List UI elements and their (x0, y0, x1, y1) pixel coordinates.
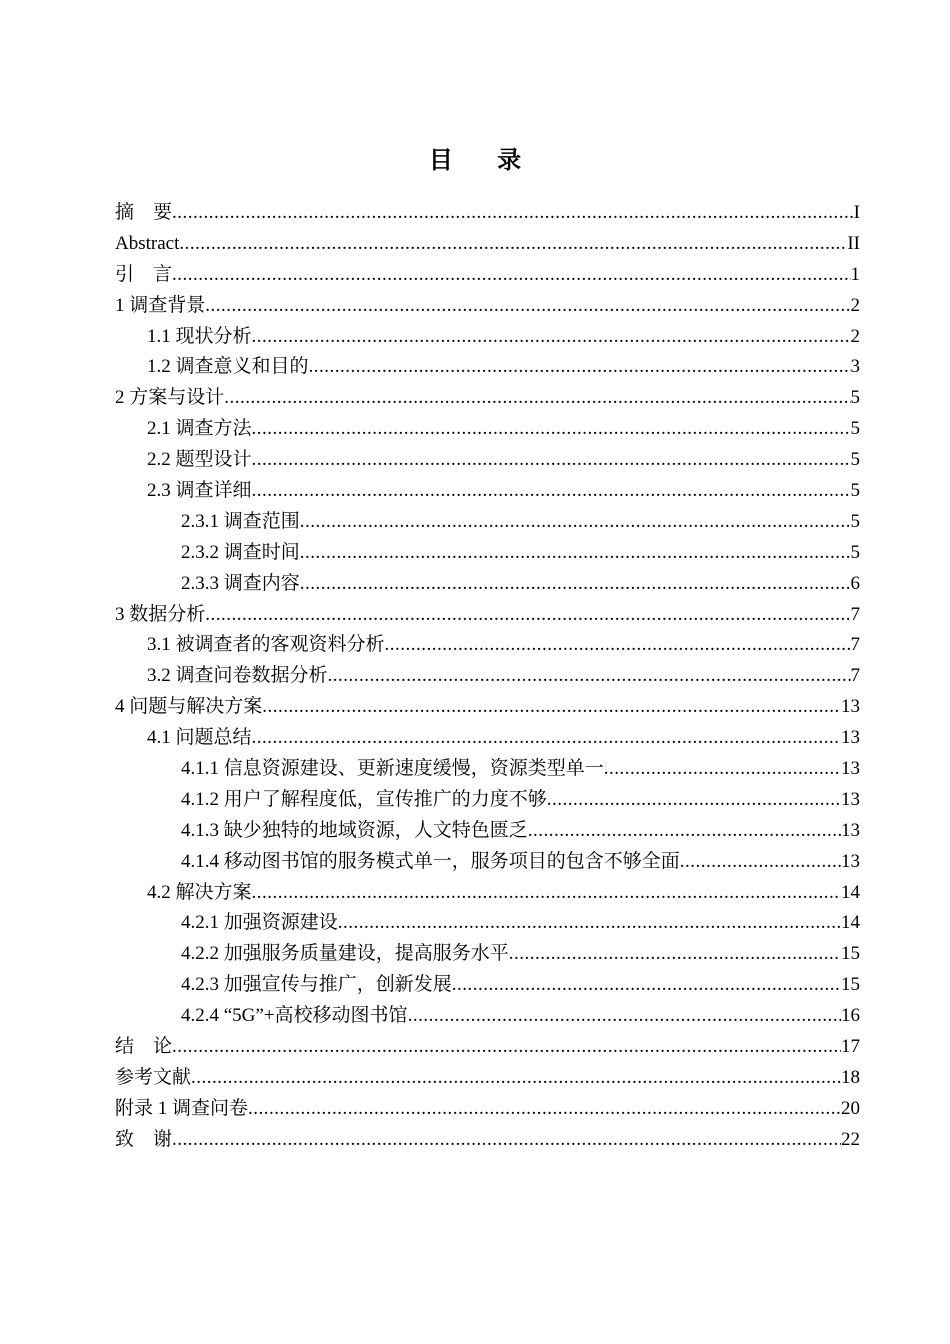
toc-entry[interactable] (115, 1001, 860, 1032)
toc-entry-page-number: 5 (850, 541, 860, 563)
dot-leader (172, 260, 850, 291)
toc-entry-page-number: 13 (841, 758, 860, 780)
toc-entry-label: 4.2 解决方案 (147, 881, 252, 903)
dot-leader (252, 878, 841, 909)
toc-entry[interactable] (115, 847, 860, 878)
dot-leader (252, 476, 851, 507)
toc-entry[interactable] (115, 291, 860, 322)
toc-entry-label: Abstract (115, 232, 180, 254)
dot-leader (179, 229, 847, 260)
toc-entry-label: 4.1.2 用户了解程度低，宣传推广的力度不够 (181, 788, 547, 810)
toc-entry-page-number: 2 (850, 325, 860, 347)
toc-entry-page-number: 20 (841, 1097, 860, 1119)
dot-leader (191, 1063, 841, 1094)
toc-entry-page-number: 16 (841, 1005, 860, 1027)
dot-leader (205, 291, 850, 322)
toc-list (115, 198, 860, 1156)
toc-entry[interactable] (115, 754, 860, 785)
toc-entry-label: 4.2.4 “5G”+高校移动图书馆 (181, 1005, 408, 1027)
toc-entry[interactable] (115, 661, 860, 692)
toc-entry-label: 4.2.2 加强服务质量建设，提高服务水平 (181, 943, 509, 965)
toc-entry[interactable] (115, 260, 860, 291)
dot-leader (452, 970, 841, 1001)
toc-entry[interactable] (115, 816, 860, 847)
toc-entry-label: 2.3.1 调查范围 (181, 510, 300, 532)
toc-entry-label: 附录 1 调查问卷 (115, 1097, 249, 1119)
toc-entry-page-number: I (853, 202, 860, 223)
toc-entry[interactable] (115, 322, 860, 353)
toc-entry-label: 致 谢 (115, 1128, 173, 1150)
toc-entry-page-number: 6 (850, 572, 860, 594)
toc-entry-page-number: 13 (841, 727, 860, 749)
toc-entry[interactable] (115, 414, 860, 445)
dot-leader (328, 661, 851, 692)
toc-entry[interactable] (115, 785, 860, 816)
toc-entry-page-number: 14 (841, 912, 860, 934)
dot-leader (252, 322, 851, 353)
toc-entry[interactable] (115, 908, 860, 939)
toc-entry-page-number: 5 (850, 510, 860, 532)
toc-entry-page-number: 14 (841, 881, 860, 903)
dot-leader (385, 630, 851, 661)
dot-leader (300, 538, 851, 569)
toc-entry-label: 2.3.3 调查内容 (181, 572, 300, 594)
toc-entry-label: 3.2 调查问卷数据分析 (147, 665, 328, 687)
dot-leader (252, 414, 851, 445)
toc-entry-label: 引 言 (115, 263, 173, 285)
toc-entry[interactable] (115, 1125, 860, 1156)
toc-entry-page-number: 2 (850, 294, 860, 316)
toc-entry-page-number: 7 (850, 665, 860, 687)
toc-entry[interactable] (115, 538, 860, 569)
toc-entry-page-number: 5 (850, 449, 860, 471)
dot-leader (338, 908, 841, 939)
toc-entry-page-number: 17 (841, 1036, 860, 1058)
toc-entry-page-number: 13 (841, 696, 860, 718)
toc-entry-page-number: 18 (841, 1066, 860, 1088)
toc-entry-label: 4 问题与解决方案 (115, 696, 263, 718)
toc-entry[interactable] (115, 600, 860, 631)
dot-leader (309, 352, 851, 383)
toc-entry-label: 2.1 调查方法 (147, 418, 252, 440)
dot-leader (248, 1094, 841, 1125)
toc-entry-label: 4.1.4 移动图书馆的服务模式单一，服务项目的包含不够全面 (181, 850, 680, 872)
dot-leader (680, 847, 841, 878)
toc-entry-page-number: 13 (841, 819, 860, 841)
toc-title: 目 录 (428, 146, 540, 174)
toc-entry-label: 1.1 现状分析 (147, 325, 252, 347)
toc-entry[interactable] (115, 198, 860, 229)
toc-entry-label: 4.1 问题总结 (147, 727, 252, 749)
dot-leader (547, 785, 841, 816)
toc-entry-label: 3 数据分析 (115, 603, 206, 625)
dot-leader (604, 754, 841, 785)
toc-entry-label: 参考文献 (115, 1066, 192, 1088)
toc-entry-label: 结 论 (115, 1036, 173, 1058)
toc-entry-page-number: 5 (850, 418, 860, 440)
toc-entry[interactable] (115, 445, 860, 476)
dot-leader (528, 816, 841, 847)
dot-leader (224, 383, 850, 414)
toc-entry-page-number: 5 (850, 387, 860, 409)
toc-entry[interactable] (115, 1094, 860, 1125)
toc-entry[interactable] (115, 476, 860, 507)
toc-entry-page-number: 1 (850, 263, 860, 285)
toc-entry[interactable] (115, 229, 860, 260)
toc-entry-label: 摘 要 (115, 202, 173, 223)
toc-entry-label: 2.2 题型设计 (147, 449, 252, 471)
toc-entry[interactable] (115, 569, 860, 600)
toc-entry-page-number: 22 (841, 1128, 860, 1150)
toc-entry-label: 2.3.2 调查时间 (181, 541, 300, 563)
toc-entry-page-number: 15 (841, 943, 860, 965)
dot-leader (300, 507, 851, 538)
toc-entry-page-number: 3 (850, 356, 860, 378)
dot-leader (262, 692, 841, 723)
toc-entry-page-number: 7 (850, 634, 860, 656)
toc-entry[interactable] (115, 939, 860, 970)
dot-leader (408, 1001, 841, 1032)
dot-leader (252, 445, 851, 476)
toc-entry-page-number: 13 (841, 850, 860, 872)
toc-entry-page-number: 5 (850, 480, 860, 502)
toc-entry[interactable] (115, 383, 860, 414)
dot-leader (252, 723, 841, 754)
toc-entry-label: 4.1.3 缺少独特的地域资源，人文特色匮乏 (181, 819, 528, 841)
toc-entry-label: 1.2 调查意义和目的 (147, 356, 309, 378)
toc-entry[interactable] (115, 352, 860, 383)
toc-entry[interactable] (115, 723, 860, 754)
dot-leader (300, 569, 851, 600)
toc-entry-label: 4.1.1 信息资源建设、更新速度缓慢，资源类型单一 (181, 758, 604, 780)
toc-entry-page-number: 7 (850, 603, 860, 625)
toc-entry[interactable] (115, 630, 860, 661)
toc-entry-label: 3.1 被调查者的客观资料分析 (147, 634, 385, 656)
toc-entry-label: 1 调查背景 (115, 294, 206, 316)
toc-entry-page-number: 13 (841, 788, 860, 810)
toc-entry[interactable] (115, 692, 860, 723)
toc-entry-label: 2 方案与设计 (115, 387, 225, 409)
dot-leader (205, 600, 850, 631)
toc-entry-label: 2.3 调查详细 (147, 480, 252, 502)
dot-leader (172, 198, 854, 229)
toc-entry-page-number: 15 (841, 974, 860, 996)
toc-entry-page-number: II (847, 232, 860, 254)
dot-leader (172, 1032, 841, 1063)
toc-entry-label: 4.2.3 加强宣传与推广，创新发展 (181, 974, 452, 996)
toc-entry[interactable] (115, 1032, 860, 1063)
dot-leader (172, 1125, 841, 1156)
toc-entry[interactable] (115, 878, 860, 909)
toc-entry[interactable] (115, 970, 860, 1001)
dot-leader (509, 939, 841, 970)
toc-entry[interactable] (115, 507, 860, 538)
toc-entry[interactable] (115, 1063, 860, 1094)
toc-entry-label: 4.2.1 加强资源建设 (181, 912, 338, 934)
